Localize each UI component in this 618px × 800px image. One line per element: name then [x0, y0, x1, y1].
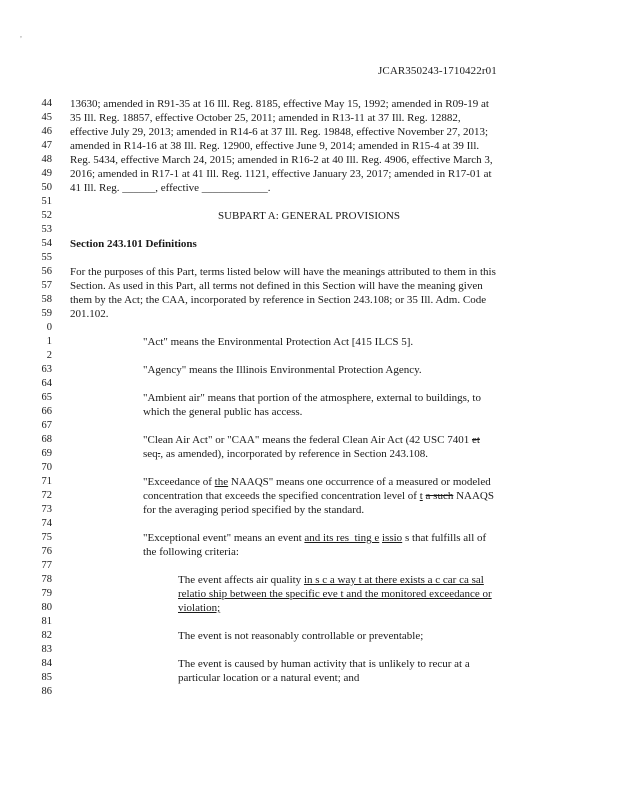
criterion-2: The event is not reasonably controllable or preventable;: [178, 630, 424, 642]
text-line: [0, 503, 618, 517]
text-line: [0, 587, 618, 601]
line-number: 72: [41, 490, 52, 501]
line-number: 0: [46, 322, 52, 333]
line-text: Section. As used in this Part, all terms not defined in this Section will have the meaning given: [70, 280, 483, 292]
text-line: [0, 265, 618, 279]
definition-exceptional-event: [143, 531, 486, 545]
definition-act: "Act" means the Environmental Protection Act [415 ILCS 5].: [143, 336, 414, 348]
line-number: 76: [41, 546, 52, 557]
line-text: the following criteria:: [143, 546, 239, 558]
line-text: them by the Act; the CAA, incorporated by reference in Section 243.108; or 35 Ill. Adm. Code: [70, 294, 487, 306]
line-number: 47: [41, 140, 52, 151]
text-line: [0, 293, 618, 307]
line-number: 57: [41, 280, 52, 291]
line-text: Reg. 5434, effective March 24, 2015; amended in R16-2 at 40 Ill. Reg. 4906, effective March 3,: [70, 154, 493, 166]
definition-ambient-air: "Ambient air" means that portion of the atmosphere, external to buildings, to: [143, 392, 481, 404]
text-line: [0, 349, 618, 363]
text-line: [0, 517, 618, 531]
inserted-text: and its res_ting e: [304, 532, 380, 544]
line-text: particular location or a natural event; and: [178, 672, 360, 684]
text-run: seq: [143, 448, 158, 460]
line-number: 82: [41, 630, 52, 641]
text-line: [0, 251, 618, 265]
line-number: 78: [41, 574, 52, 585]
text-line: [0, 601, 618, 615]
text-run: "Exceptional event" means an event: [143, 532, 305, 544]
definition-clean-air-act: [143, 433, 480, 447]
definition-agency: "Agency" means the Illinois Environmental Protection Agency.: [143, 364, 422, 376]
line-number: 46: [41, 126, 52, 137]
inserted-text: issio: [382, 532, 403, 544]
text-line: [0, 307, 618, 321]
inserted-text: relatio ship between the specific eve t and the monitored exceedance or: [178, 588, 492, 600]
text-line: [0, 545, 618, 559]
line-number: 48: [41, 154, 52, 165]
inserted-text: in s c a way t at there exists a c car ca sal: [303, 574, 484, 586]
line-text: which the general public has access.: [143, 406, 303, 418]
text-line: [0, 363, 618, 377]
text-line: [0, 391, 618, 405]
line-number: 58: [41, 294, 52, 305]
text-run: concentration that exceeds the specified concentration level of: [143, 490, 420, 502]
line-number: 2: [46, 350, 52, 361]
line-number: 53: [41, 224, 52, 235]
text-line: [0, 279, 618, 293]
text-line: [0, 475, 618, 489]
line-text: 41 Ill. Reg. ______, effective ____________.: [70, 182, 271, 194]
line-number: 69: [41, 448, 52, 459]
line-number: 79: [41, 588, 52, 599]
inserted-text: the: [214, 476, 229, 488]
text-line: [0, 461, 618, 475]
text-run: s that fulfills all of: [402, 532, 487, 544]
line-number: 81: [41, 616, 52, 627]
stricken-text: et: [471, 434, 480, 446]
subpart-heading: SUBPART A: GENERAL PROVISIONS: [218, 210, 400, 222]
text-line: [0, 615, 618, 629]
text-line: [0, 377, 618, 391]
document-id: JCAR350243-1710422r01: [378, 65, 497, 77]
text-line: [0, 335, 618, 349]
text-line: [0, 531, 618, 545]
line-number: 68: [41, 434, 52, 445]
text-line: [0, 139, 618, 153]
criterion-3: The event is caused by human activity that is unlikely to recur at a: [178, 658, 470, 670]
text-run: "Exceedance of: [143, 476, 215, 488]
text-line: [0, 97, 618, 111]
text-line: [0, 489, 618, 503]
line-text: amended in R14-16 at 38 Ill. Reg. 12900, effective June 9, 2014; amended in R15-4 at 39 Ill.: [70, 140, 480, 152]
line-number: 73: [41, 504, 52, 515]
line-number: 49: [41, 168, 52, 179]
text-line: [0, 433, 618, 447]
line-number: 65: [41, 392, 52, 403]
definition-exceedance: [143, 475, 491, 489]
text-line: [0, 111, 618, 125]
line-text: [143, 489, 494, 503]
line-number: 84: [41, 658, 52, 669]
line-text: 35 Ill. Reg. 18857, effective October 25, 2011; amended in R13-11 at 37 Ill. Reg. 12882,: [70, 112, 461, 124]
line-number: 54: [41, 238, 52, 249]
line-text: For the purposes of this Part, terms listed below will have the meanings attributed to them in this: [70, 266, 496, 278]
text-line: [0, 643, 618, 657]
line-number: 77: [41, 560, 52, 571]
text-line: [0, 223, 618, 237]
corner-mark: ,: [20, 30, 22, 39]
inserted-text: violation;: [178, 602, 221, 614]
text-line: [0, 237, 618, 251]
line-number: 50: [41, 182, 52, 193]
line-number: 63: [41, 364, 52, 375]
line-text: 201.102.: [70, 308, 109, 320]
line-number: 64: [41, 378, 52, 389]
line-text: [178, 601, 220, 615]
line-number: 67: [41, 420, 52, 431]
line-number: 70: [41, 462, 52, 473]
line-number: 83: [41, 644, 52, 655]
line-number: 59: [41, 308, 52, 319]
text-line: [0, 657, 618, 671]
line-number: 80: [41, 602, 52, 613]
line-number: 55: [41, 252, 52, 263]
text-line: [0, 447, 618, 461]
text-run: , as amended), incorporated by reference in Section 243.108.: [160, 448, 428, 460]
line-text: for the averaging period specified by the standard.: [143, 504, 365, 516]
line-number: 71: [41, 476, 52, 487]
line-text: [143, 447, 428, 461]
text-run: The event affects air quality: [178, 574, 304, 586]
text-line: [0, 419, 618, 433]
line-text: 2016; amended in R17-1 at 41 Ill. Reg. 1121, effective January 23, 2017; amended in R17-01 at: [70, 168, 492, 180]
line-number: 66: [41, 406, 52, 417]
line-number: 44: [41, 98, 52, 109]
line-text: effective July 29, 2013; amended in R14-6 at 37 Ill. Reg. 19848, effective November 27, 2013;: [70, 126, 489, 138]
criterion-1: [178, 573, 484, 587]
text-line: [0, 405, 618, 419]
line-number: 86: [41, 686, 52, 697]
text-line: [0, 321, 618, 335]
line-number: 52: [41, 210, 52, 221]
text-line: [0, 181, 618, 195]
line-number: 56: [41, 266, 52, 277]
text-line: [0, 629, 618, 643]
text-line: [0, 125, 618, 139]
stricken-text: a such: [425, 490, 454, 502]
text-run: NAAQS: [453, 490, 494, 502]
line-number: 1: [46, 336, 52, 347]
line-number: 74: [41, 518, 52, 529]
line-text: 13630; amended in R91-35 at 16 Ill. Reg. 8185, effective May 15, 1992; amended in R09-19 at: [70, 98, 489, 110]
line-number: 51: [41, 196, 52, 207]
line-number: 75: [41, 532, 52, 543]
stricken-text: .: [157, 448, 161, 460]
line-text: [178, 587, 492, 601]
text-run: "Clean Air Act" or "CAA" means the federal Clean Air Act (42 USC 7401: [143, 434, 472, 446]
text-line: [0, 573, 618, 587]
text-line: [0, 559, 618, 573]
text-line: [0, 153, 618, 167]
inserted-text: t: [419, 490, 423, 502]
text-line: [0, 685, 618, 699]
text-line: [0, 209, 618, 223]
text-line: [0, 167, 618, 181]
line-number: 45: [41, 112, 52, 123]
text-line: [0, 195, 618, 209]
text-run: NAAQS" means one occurrence of a measured or modeled: [228, 476, 491, 488]
section-heading: Section 243.101 Definitions: [70, 238, 197, 250]
text-line: [0, 671, 618, 685]
line-number: 85: [41, 672, 52, 683]
